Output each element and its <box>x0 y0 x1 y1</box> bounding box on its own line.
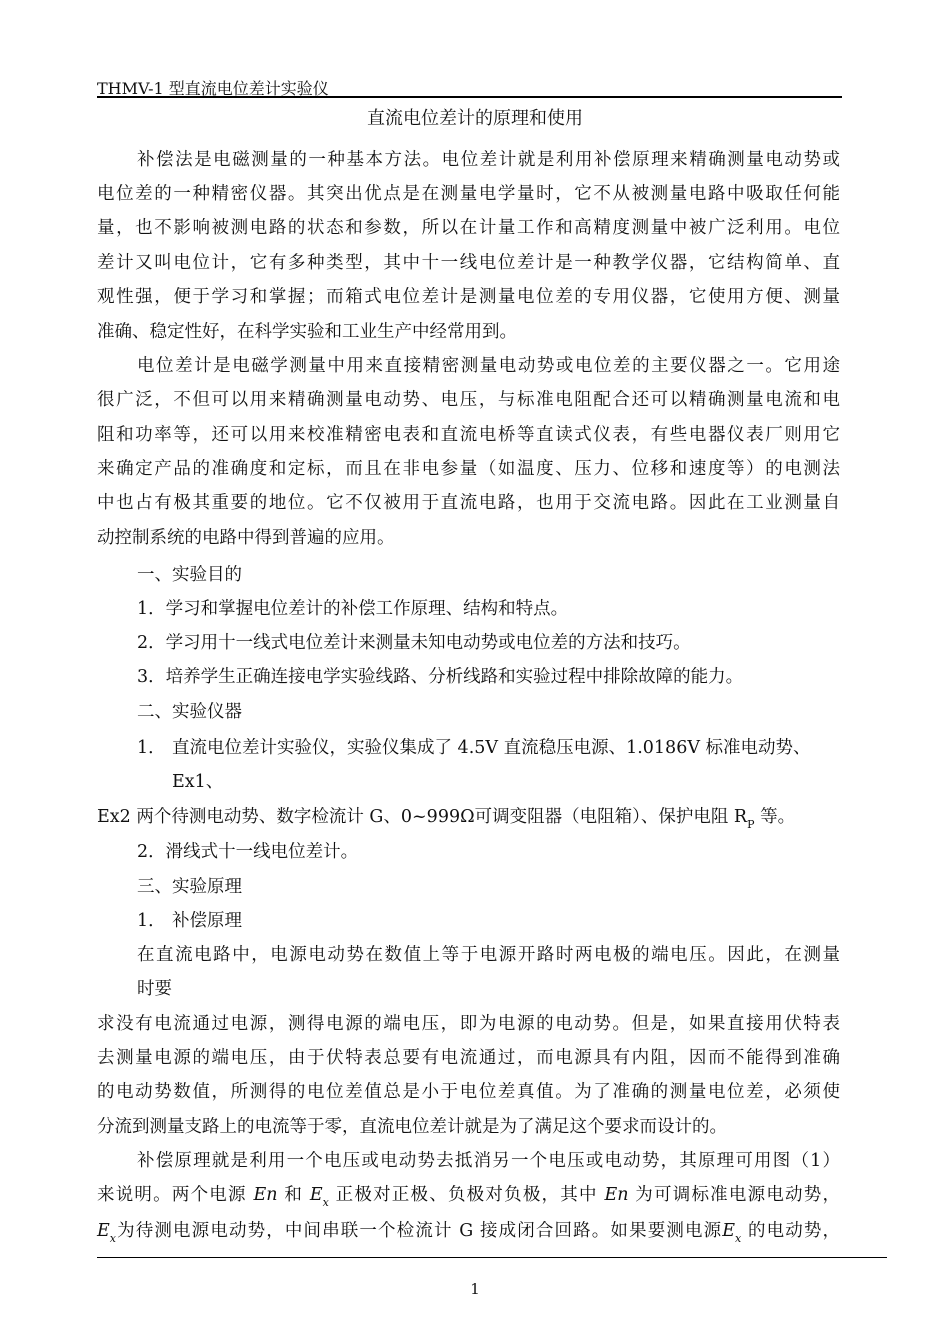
text: 的电动势， <box>741 1221 840 1241</box>
list-item: 直流电位差计实验仪，实验仪集成了 4.5V 直流稳压电源、1.0186V 标准电动势、 <box>172 738 811 758</box>
section-heading: 一、实验目的 <box>137 565 242 585</box>
subsection-heading: 补偿原理 <box>172 911 242 931</box>
paragraph-line: 差计又叫电位计，它有多种类型，其中十一线电位差计是一种教学仪器，它结构简单、直 <box>97 253 840 273</box>
symbol-e: E <box>97 1221 110 1241</box>
paragraph-line: 补偿原理就是利用一个电压或电动势去抵消另一个电压或电动势，其原理可用图（1） <box>137 1151 840 1171</box>
paragraph-line <box>97 1181 840 1209</box>
paragraph-line <box>97 1217 840 1245</box>
text: 等。 <box>754 807 796 827</box>
section-heading: 三、实验原理 <box>137 877 242 897</box>
paragraph-line: 量，也不影响被测电路的状态和参数，所以在计量工作和高精度测量中被广泛利用。电位 <box>97 218 840 238</box>
paragraph-line: 阻和功率等，还可以用来校准精密电表和直流电桥等直读式仪表，有些电器仪表厂则用它 <box>97 425 840 445</box>
text: Ex2 两个待测电动势、数字检流计 G、0~999Ω可调变阻器（电阻箱）、保护电阻 R <box>97 807 748 827</box>
list-item: 3．培养学生正确连接电学实验线路、分析线路和实验过程中排除故障的能力。 <box>137 667 744 687</box>
paragraph-line: 求没有电流通过电源，测得电源的端电压，即为电源的电动势。但是，如果直接用伏特表 <box>97 1014 840 1034</box>
paragraph-line: 分流到测量支路上的电流等于零，直流电位差计就是为了满足这个要求而设计的。 <box>97 1117 727 1137</box>
list-item: 1．学习和掌握电位差计的补偿工作原理、结构和特点。 <box>137 599 569 619</box>
section-heading: 二、实验仪器 <box>137 702 242 722</box>
symbol-en: En <box>253 1185 278 1205</box>
list-item-number: 1． <box>137 738 166 758</box>
paragraph-line: 来确定产品的准确度和定标，而且在非电参量（如温度、压力、位移和速度等）的电测法 <box>97 459 840 479</box>
paragraph-line: 中也占有极其重要的地位。它不仅被用于直流电路，也用于交流电路。因此在工业测量自 <box>97 493 840 513</box>
symbol-e: E <box>722 1221 736 1241</box>
list-item-continuation: Ex1、 <box>172 772 224 792</box>
list-item: 2．学习用十一线式电位差计来测量未知电动势或电位差的方法和技巧。 <box>137 633 691 653</box>
text: 和 <box>277 1185 310 1205</box>
subscript: x <box>109 1232 116 1245</box>
paragraph-line: 观性强，便于学习和掌握；而箱式电位差计是测量电位差的专用仪器，它使用方便、测量 <box>97 287 840 307</box>
paragraph-line: 准确、稳定性好，在科学实验和工业生产中经常用到。 <box>97 322 517 342</box>
page-number: 1 <box>470 1280 480 1298</box>
paragraph-line: 去测量电源的端电压，由于伏特表总要有电流通过，而电源具有内阻，因而不能得到准确 <box>97 1048 840 1068</box>
paragraph-line: 补偿法是电磁测量的一种基本方法。电位差计就是利用补偿原理来精确测量电动势或 <box>137 150 840 170</box>
paragraph-line: 时要 <box>137 979 172 999</box>
text: 来说明。两个电源 <box>97 1185 254 1205</box>
paragraph-line: 电位差计是电磁学测量中用来直接精密测量电动势或电位差的主要仪器之一。它用途 <box>137 356 840 376</box>
list-item-continuation <box>97 803 795 831</box>
paragraph-line: 动控制系统的电路中得到普遍的应用。 <box>97 528 395 548</box>
paragraph-line: 很广泛，不但可以用来精确测量电动势、电压，与标准电阻配合还可以精确测量电流和电 <box>97 390 840 410</box>
list-item: 2．滑线式十一线电位差计。 <box>137 842 359 862</box>
document-title: 直流电位差计的原理和使用 <box>367 108 583 129</box>
subscript: x <box>322 1196 329 1209</box>
subsection-number: 1． <box>137 911 166 931</box>
subscript: x <box>735 1232 742 1245</box>
symbol-e: E <box>309 1185 323 1205</box>
running-header: THMV-1 型直流电位差计实验仪 <box>97 79 329 98</box>
symbol-en: En <box>604 1185 629 1205</box>
header-rule <box>97 96 842 98</box>
footer-rule <box>97 1257 887 1258</box>
subscript: P <box>747 818 755 831</box>
text: 为待测电源电动势，中间串联一个检流计 G 接成闭合回路。如果要测电源 <box>116 1221 723 1241</box>
paragraph-line: 电位差的一种精密仪器。其突出优点是在测量电学量时，它不从被测量电路中吸取任何能 <box>97 184 840 204</box>
paragraph-line: 的电动势数值，所测得的电位差值总是小于电位差真值。为了准确的测量电位差，必须使 <box>97 1082 840 1102</box>
text: 为可调标准电源电动势， <box>628 1185 840 1205</box>
text: 正极对正极、负极对负极，其中 <box>328 1185 605 1205</box>
paragraph-line: 在直流电路中，电源电动势在数值上等于电源开路时两电极的端电压。因此，在测量 <box>137 945 840 965</box>
